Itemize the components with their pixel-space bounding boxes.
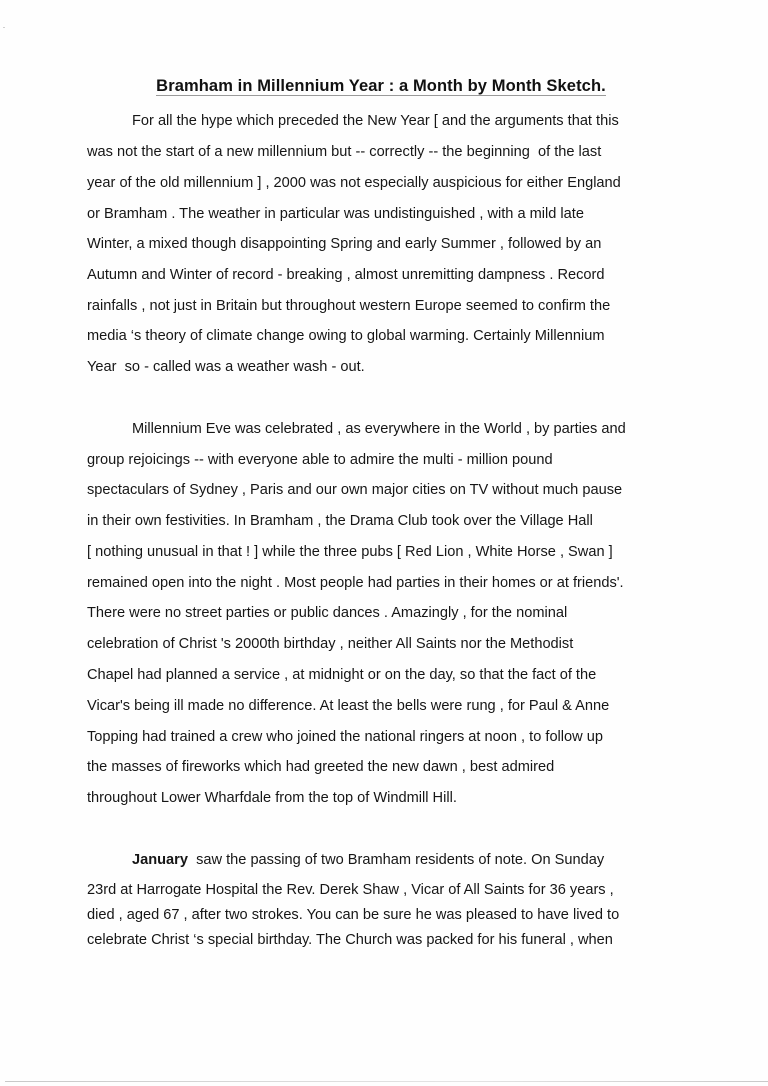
document-title xyxy=(0,77,762,96)
text-line: was not the start of a new millennium but -- correctly -- the beginning of the last xyxy=(87,144,602,160)
text-line: group rejoicings -- with everyone able to admire the multi - million pound xyxy=(87,452,553,468)
text-line: There were no street parties or public dances . Amazingly , for the nominal xyxy=(87,605,568,621)
text-line: For all the hype which preceded the New Year [ and the arguments that this xyxy=(132,113,619,129)
text-line: year of the old millennium ] , 2000 was not especially auspicious for either England xyxy=(87,175,621,191)
text-line: Winter, a mixed though disappointing Spring and early Summer , followed by an xyxy=(87,236,602,252)
text-line: celebrate Christ ‘s special birthday. The Church was packed for his funeral , when xyxy=(87,932,613,948)
text-line: in their own festivities. In Bramham , the Drama Club took over the Village Hall xyxy=(87,513,593,529)
scan-bottom-edge xyxy=(5,1081,768,1082)
text-line: 23rd at Harrogate Hospital the Rev. Derek Shaw , Vicar of All Saints for 36 years , xyxy=(87,882,614,898)
text-line: or Bramham . The weather in particular was undistinguished , with a mild late xyxy=(87,206,584,222)
text-line: [ nothing unusual in that ! ] while the three pubs [ Red Lion , White Horse , Swan ] xyxy=(87,544,613,560)
text-line: Vicar's being ill made no difference. At least the bells were rung , for Paul & Anne xyxy=(87,698,610,714)
text-line: spectaculars of Sydney , Paris and our own major cities on TV without much pause xyxy=(87,482,623,498)
month-heading-january: January xyxy=(132,852,188,868)
text-line: media ‘s theory of climate change owing to global warming. Certainly Millennium xyxy=(87,328,605,344)
text-line: Millennium Eve was celebrated , as everywhere in the World , by parties and xyxy=(132,421,626,437)
text-line: rainfalls , not just in Britain but throughout western Europe seemed to confirm the xyxy=(87,298,611,314)
text-line: Autumn and Winter of record - breaking , almost unremitting dampness . Record xyxy=(87,267,605,283)
text-line: celebration of Christ 's 2000th birthday , neither All Saints nor the Methodist xyxy=(87,636,574,652)
text-line: remained open into the night . Most people had parties in their homes or at friends'. xyxy=(87,575,624,591)
title-text: Bramham in Millennium Year : a Month by Month Sketch. xyxy=(156,77,606,95)
text-line: Year so - called was a weather wash - out. xyxy=(87,359,365,375)
text-line: died , aged 67 , after two strokes. You can be sure he was pleased to have lived to xyxy=(87,907,620,923)
text-line-rest: saw the passing of two Bramham residents of note. On Sunday xyxy=(187,852,605,868)
text-line: Chapel had planned a service , at midnight or on the day, so that the fact of the xyxy=(87,667,597,683)
text-line: Topping had trained a crew who joined the national ringers at noon , to follow up xyxy=(87,729,603,745)
text-line xyxy=(132,852,604,868)
text-line: the masses of fireworks which had greeted the new dawn , best admired xyxy=(87,759,555,775)
scan-speck xyxy=(3,27,5,28)
text-line: throughout Lower Wharfdale from the top of Windmill Hill. xyxy=(87,790,457,806)
